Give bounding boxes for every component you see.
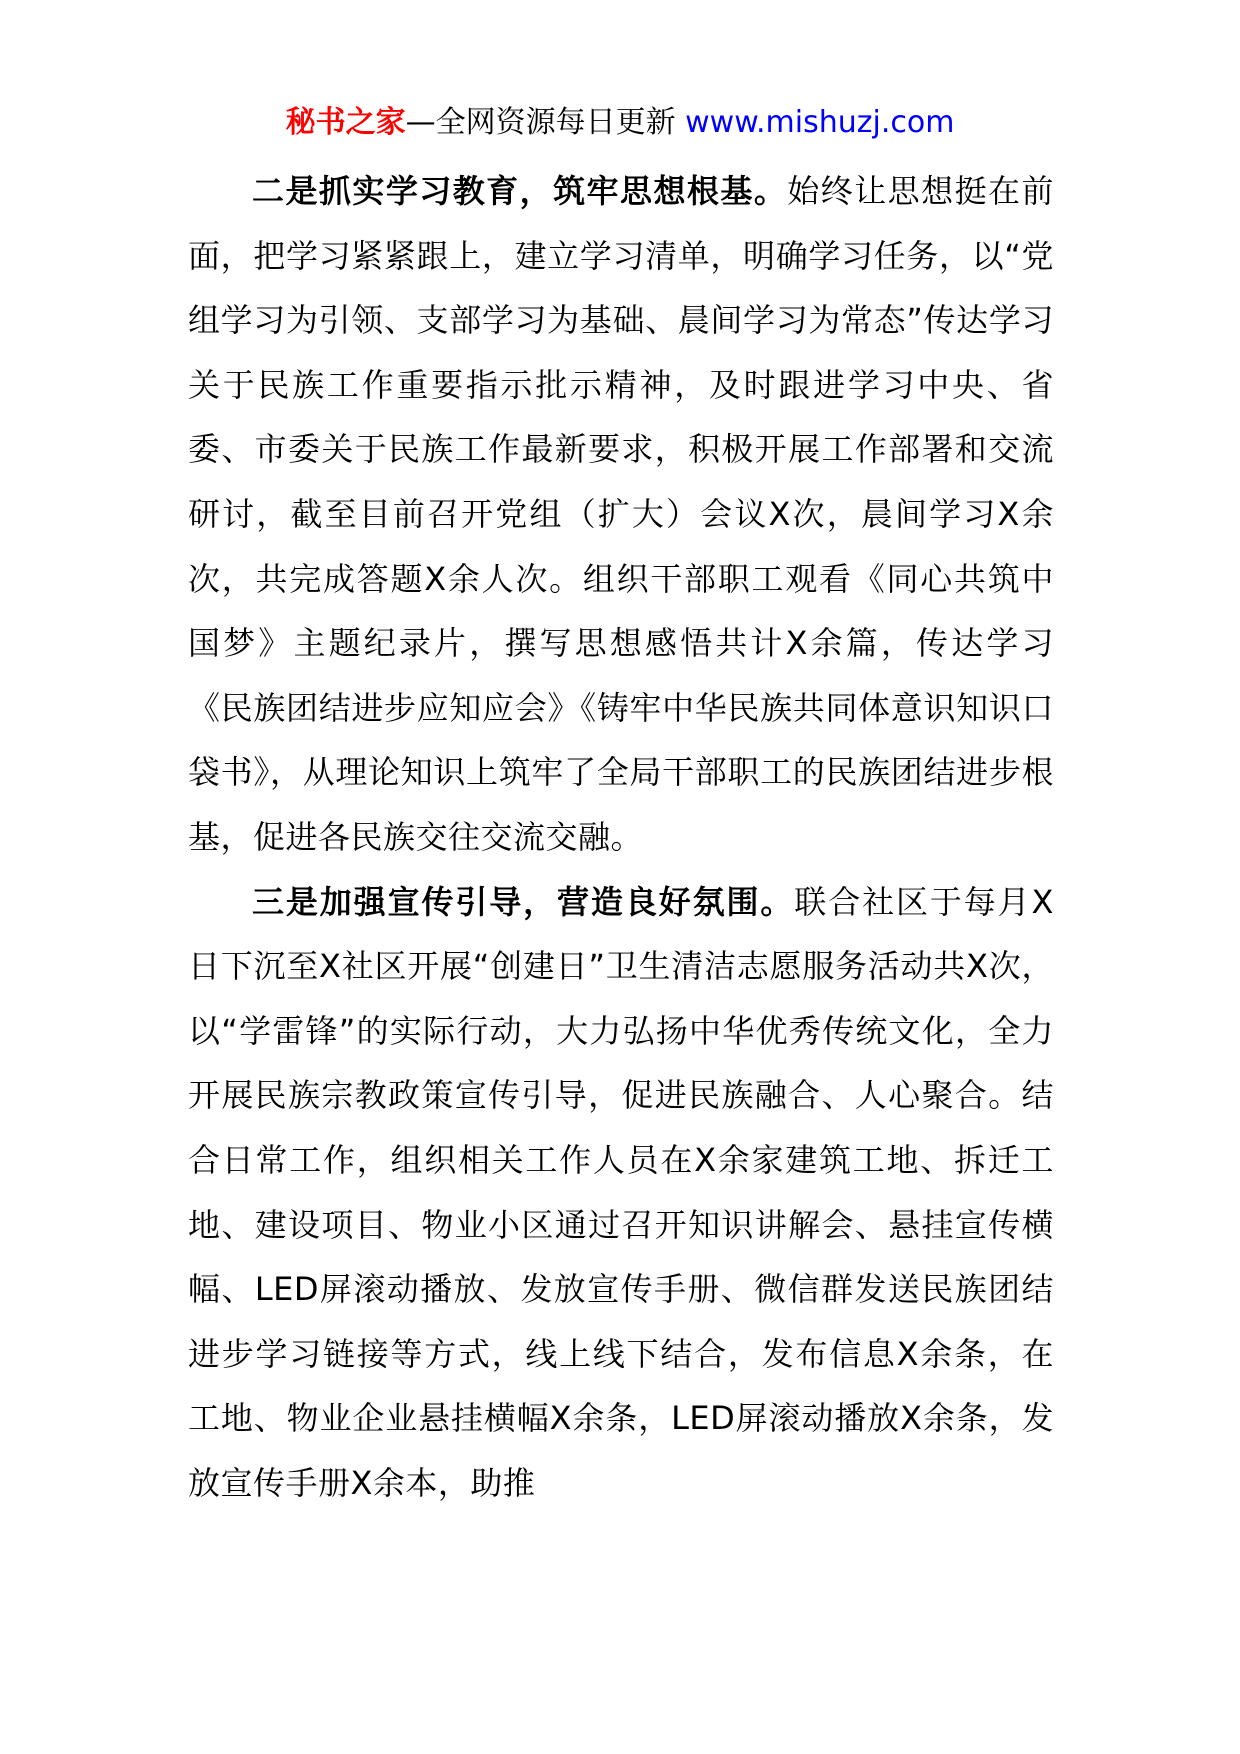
paragraph-lead: 二是抓实学习教育，筑牢思想根基。 [252, 172, 788, 210]
site-tagline: —全网资源每日更新 [405, 105, 676, 140]
paragraph-publicity-guidance [188, 870, 1054, 1516]
paragraph-body: 始终让思想挺在前面，把学习紧紧跟上，建立学习清单，明确学习任务，以“党组学习为引领、支部学习为基础、晨间学习为常态”传达学习关于民族工作重要指示批示精神，及时跟进学习中央、省委、市委关于民族工作最新要求，积极开展工作部署和交流研讨，截至目前召开党组（扩大）会议X次，晨间学习X余次，共完成答题X余人次。组织干部职工观看《同心共筑中国梦》主题纪录片，撰写思想感悟共计X余篇，传达学习《民族团结进步应知应会》《铸牢中华民族共同体意识知识口袋书》，从理论知识上筑牢了全局干部职工的民族团结进步根基，促进各民族交往交流交融。 [188, 172, 1054, 856]
site-url-link[interactable]: www.mishuzj.com [685, 105, 955, 140]
page-header [0, 100, 1240, 146]
document-body [188, 159, 1054, 1515]
paragraph-body: 联合社区于每月X日下沉至X社区开展“创建日”卫生清洁志愿服务活动共X次，以“学雷锋”的实际行动，大力弘扬中华优秀传统文化，全力开展民族宗教政策宣传引导，促进民族融合、人心聚合。结合日常工作，组织相关工作人员在X余家建筑工地、拆迁工地、建设项目、物业小区通过召开知识讲解会、悬挂宣传横幅、LED屏滚动播放、发放宣传手册、微信群发送民族团结进步学习链接等方式，线上线下结合，发布信息X余条，在工地、物业企业悬挂横幅X余条，LED屏滚动播放X余条，发放宣传手册X余本，助推 [188, 882, 1054, 1502]
paragraph-lead: 三是加强宣传引导，营造良好氛围。 [252, 882, 795, 921]
site-brand: 秘书之家 [285, 105, 406, 140]
paragraph-study-education [188, 159, 1054, 870]
